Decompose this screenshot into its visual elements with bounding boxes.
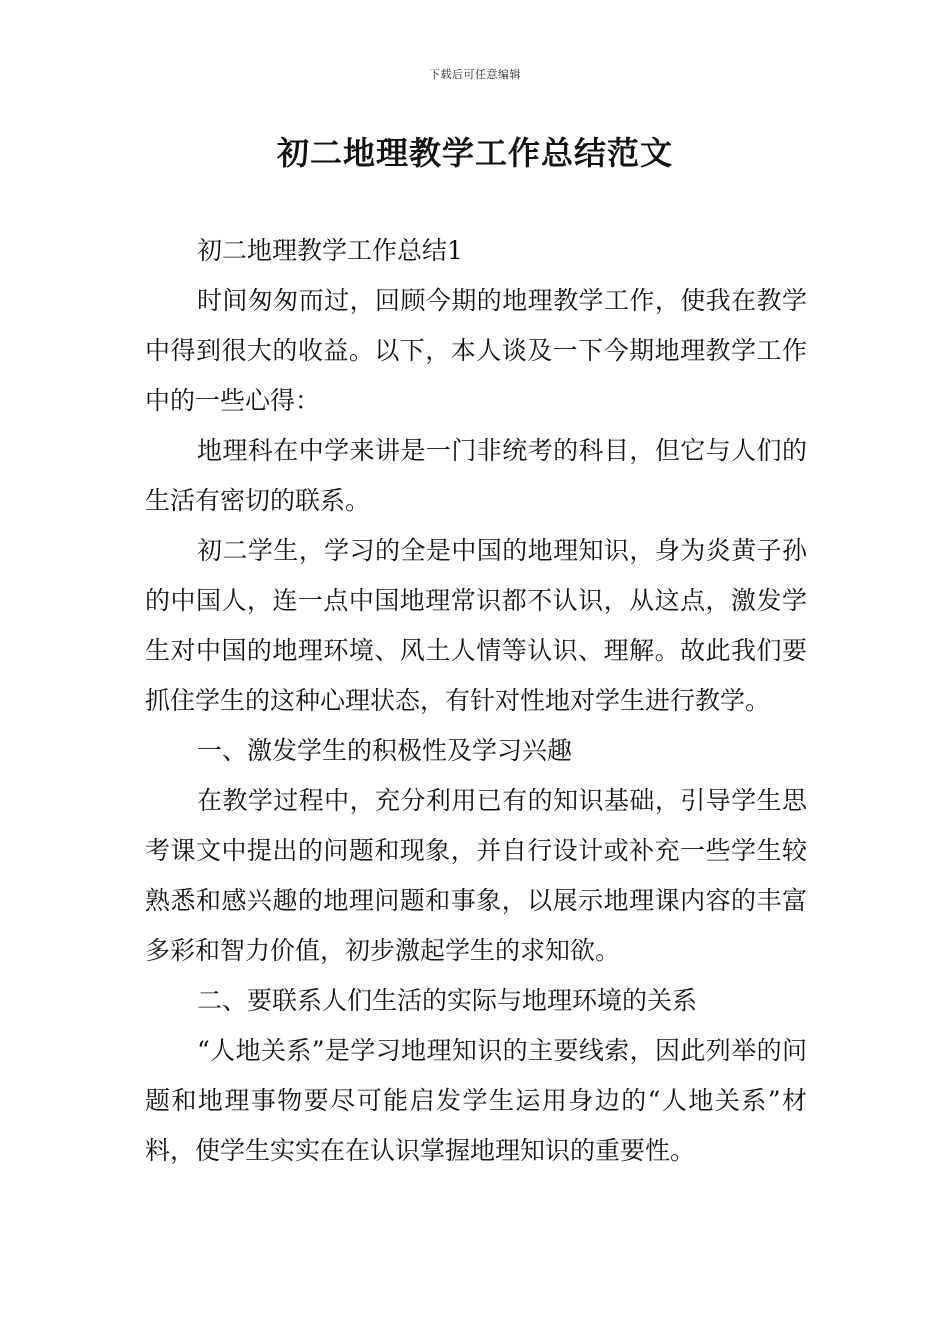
paragraph: 地理科在中学来讲是一门非统考的科目，但它与人们的生活有密切的联系。 <box>145 436 807 515</box>
header-note: 下载后可任意编辑 <box>429 68 521 81</box>
paragraph: 初二学生，学习的全是中国的地理知识，身为炎黄子孙的中国人，连一点中国地理常识都不认识，从这点，激发学生对中国的地理环境、风土人情等认识、理解。故此我们要抓住学生的这种心理状态，有针对性地对学生进行教学。 <box>145 536 807 715</box>
paragraph: 时间匆匆而过，回顾今期的地理教学工作，使我在教学中得到很大的收益。以下，本人谈及一下今期地理教学工作中的一些心得： <box>145 286 807 415</box>
paragraph: “人地关系”是学习地理知识的主要线索，因此列举的问题和地理事物要尽可能启发学生运用身边的“人地关系”材料，使学生实实在在认识掌握地理知识的重要性。 <box>145 1036 807 1165</box>
document-body <box>145 226 807 1176</box>
section-heading: 一、激发学生的积极性及学习兴趣 <box>197 736 573 765</box>
section-heading: 二、要联系人们生活的实际与地理环境的关系 <box>197 986 698 1015</box>
section-heading: 初二地理教学工作总结1 <box>197 236 463 265</box>
document-title: 初二地理教学工作总结范文 <box>276 134 673 172</box>
paragraph: 在教学过程中，充分利用已有的知识基础，引导学生思考课文中提出的问题和现象，并自行设计或补充一些学生较熟悉和感兴趣的地理问题和事象，以展示地理课内容的丰富多彩和智力价值，初步激起学生的求知欲。 <box>145 786 807 965</box>
